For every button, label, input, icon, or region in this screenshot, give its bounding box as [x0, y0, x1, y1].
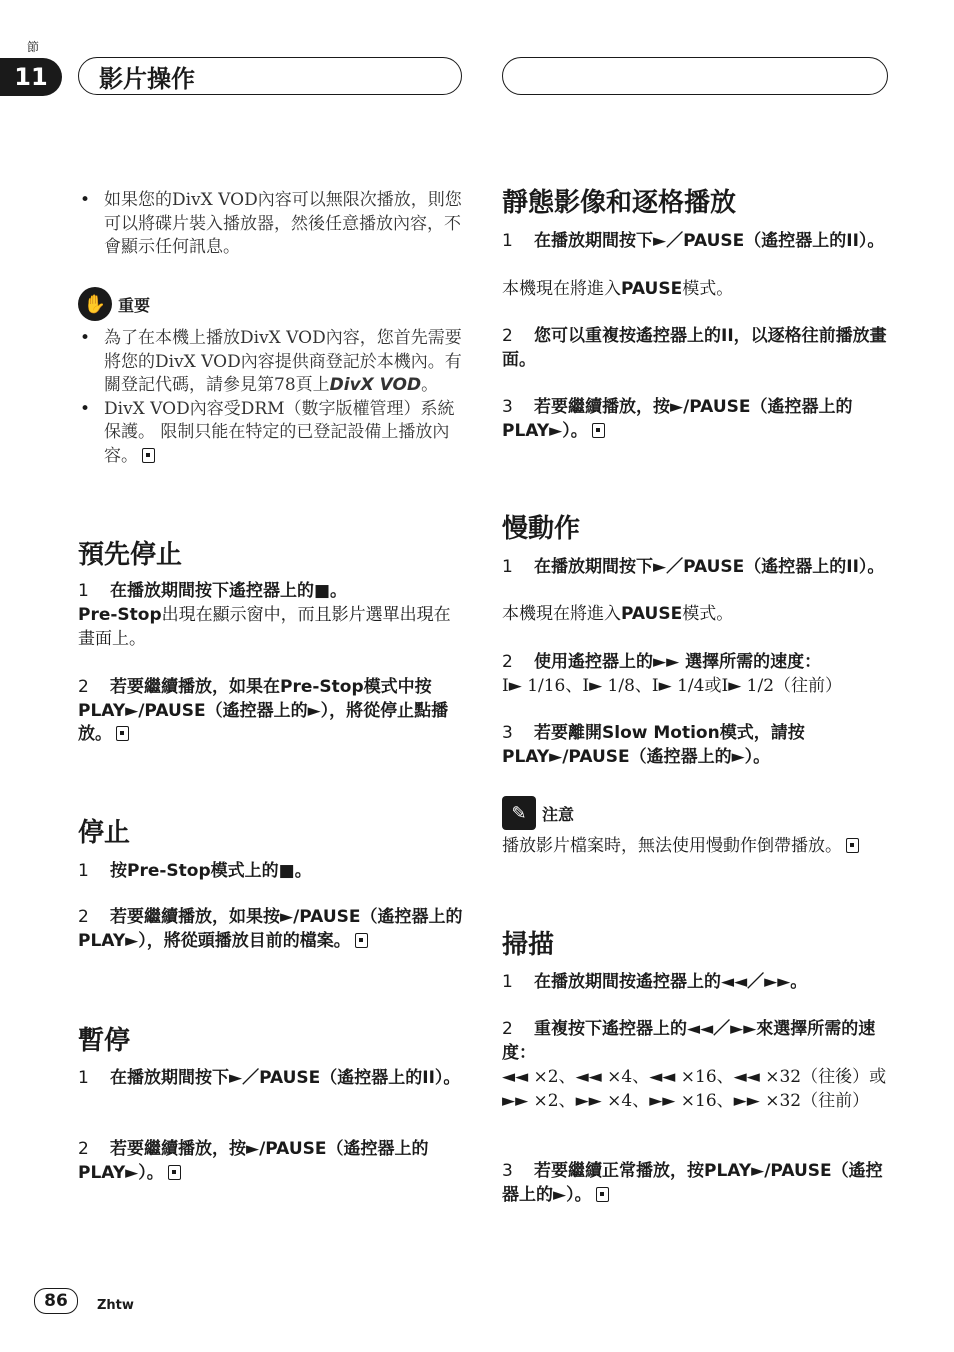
slow-step-1 [502, 556, 890, 580]
still-step-1-desc [502, 278, 890, 302]
step-number: 3 [502, 723, 513, 743]
step-number: 1 [78, 861, 89, 881]
step-text: 您可以重複按遙控器上的II，以逐格往前播放畫面。 [502, 326, 887, 370]
list-item [78, 398, 466, 469]
pause-step-1 [78, 1067, 466, 1091]
chapter-title: 影片操作 [78, 57, 462, 95]
still-heading: 靜態影像和逐格播放 [502, 188, 737, 218]
note-text [502, 835, 890, 859]
step-number: 1 [78, 1068, 89, 1088]
step-text: 若要繼續播放，如果在Pre-Stop模式中按PLAY►/PAUSE（遙控器上的►），將從停止點播放。 [78, 677, 449, 744]
step-desc-end: 模式。 [682, 604, 734, 624]
prestop-step-1-desc [78, 604, 466, 651]
step-text: 若要繼續播放，如果按►/PAUSE（遙控器上的PLAY►），將從頭播放目前的檔案。 [78, 907, 463, 951]
step-number: 2 [78, 677, 89, 697]
stop-heading: 停止 [78, 818, 131, 848]
scan-heading: 掃描 [502, 930, 555, 960]
note-header [502, 796, 890, 830]
language-code: Zhtw [97, 1298, 134, 1313]
still-step-1 [502, 230, 890, 254]
end-mark-icon [596, 1187, 609, 1202]
step-desc: 本機現在將進入 [502, 604, 621, 624]
scan-step-2 [502, 1018, 890, 1065]
step-number: 2 [78, 1139, 89, 1159]
end-mark-icon [142, 448, 155, 463]
slow-step-3 [502, 722, 890, 769]
scan-step-3 [502, 1160, 890, 1207]
list-item: • 如果您的DivX VOD內容可以無限次播放，則您可以將碟片裝入播放器，然後任意播放內容，不會顯示任何訊息。 [78, 189, 466, 260]
step-text: 在播放期間按下►／PAUSE（遙控器上的II）。 [534, 231, 885, 251]
scan-step-2-desc: ◄◄ ×2、◄◄ ×4、◄◄ ×16、◄◄ ×32（往後）或►► ×2、►► ×4、►► ×16、►► ×32（往前） [502, 1067, 887, 1111]
stop-step-2 [78, 906, 466, 953]
step-text: 在播放期間按下►／PAUSE（遙控器上的II）。 [110, 1068, 461, 1088]
step-number: 2 [502, 326, 513, 346]
step-text: 在播放期間按下遙控器上的■。 [110, 581, 348, 601]
end-mark-icon [592, 423, 605, 438]
important-label: 重要 [118, 295, 151, 315]
page-number: 86 [34, 1288, 78, 1314]
pause-term: PAUSE [621, 279, 683, 299]
pause-term: PAUSE [621, 604, 683, 624]
step-number: 1 [78, 581, 89, 601]
important-icon: ✋ [78, 287, 112, 321]
step-text: 在播放期間按下►／PAUSE（遙控器上的II）。 [534, 557, 885, 577]
scan-step-1 [502, 971, 890, 995]
step-desc: 本機現在將進入 [502, 279, 621, 299]
step-number: 3 [502, 1161, 513, 1181]
step-number: 1 [502, 557, 513, 577]
step-desc: 出現在顯示窗中，而且影片選單出現在畫面上。 [78, 605, 451, 649]
step-desc-end: 模式。 [682, 279, 734, 299]
important-bullet-list [78, 327, 466, 468]
prestop-step-2 [78, 676, 466, 747]
still-step-2 [502, 325, 890, 372]
step-text: 使用遙控器上的►► 選擇所需的速度： [534, 652, 822, 672]
step-text: 按Pre-Stop模式上的■。 [110, 861, 312, 881]
section-label: 節 [27, 40, 40, 54]
step-text: 若要繼續正常播放，按PLAY►/PAUSE（遙控器上的►）。 [502, 1161, 883, 1205]
slow-heading: 慢動作 [502, 514, 581, 544]
end-mark-icon [846, 838, 859, 853]
slow-step-2 [502, 651, 890, 675]
step-text: 重複按下遙控器上的◄◄／►►來選擇所需的速度： [502, 1019, 876, 1063]
prestop-heading: 預先停止 [78, 540, 183, 570]
important-header [78, 287, 466, 321]
note-label: 注意 [542, 804, 575, 824]
list-item [78, 327, 466, 398]
stop-step-1 [78, 860, 466, 884]
step-number: 2 [502, 1019, 513, 1039]
step-text: 若要繼續播放，按►/PAUSE（遙控器上的PLAY►）。 [502, 397, 853, 441]
end-mark-icon [116, 726, 129, 741]
note-body: 播放影片檔案時，無法使用慢動作倒帶播放。 [502, 836, 842, 856]
pause-heading: 暫停 [78, 1026, 131, 1056]
prestop-term: Pre-Stop [78, 605, 162, 625]
step-number: 3 [502, 397, 513, 417]
pause-step-2 [78, 1138, 466, 1185]
step-text: 若要離開Slow Motion模式，請按PLAY►/PAUSE（遙控器上的►）。 [502, 723, 805, 767]
intro-bullet-list [78, 189, 466, 260]
end-mark-icon [355, 933, 368, 948]
slow-step-1-desc [502, 603, 890, 627]
important-text-1-end: 。 [421, 375, 439, 395]
important-text-1: 為了在本機上播放DivX VOD內容，您首先需要將您的DivX VOD內容提供商登記於本機內。有關登記代碼，請參見第78頁上 [104, 328, 462, 395]
step-number: 1 [502, 972, 513, 992]
step-text: 在播放期間按遙控器上的◄◄／►►。 [534, 972, 808, 992]
header-right-box [502, 57, 888, 95]
step-text: 若要繼續播放，按►/PAUSE（遙控器上的PLAY►）。 [78, 1139, 429, 1183]
slow-step-2-desc: I► 1/16、I► 1/8、I► 1/4或I► 1/2（往前） [502, 676, 843, 696]
divx-vod-link: DivX VOD [329, 375, 422, 395]
step-number: 1 [502, 231, 513, 251]
end-mark-icon [168, 1165, 181, 1180]
step-number: 2 [502, 652, 513, 672]
important-text-2: DivX VOD內容受DRM（數字版權管理）系統保護。 限制只能在特定的已登記設備上播放內容。 [104, 398, 455, 466]
pencil-icon: ✎ [502, 796, 536, 830]
step-number: 2 [78, 907, 89, 927]
still-step-3 [502, 396, 890, 443]
prestop-step-1 [78, 580, 466, 604]
section-number-badge: 11 [0, 58, 62, 96]
